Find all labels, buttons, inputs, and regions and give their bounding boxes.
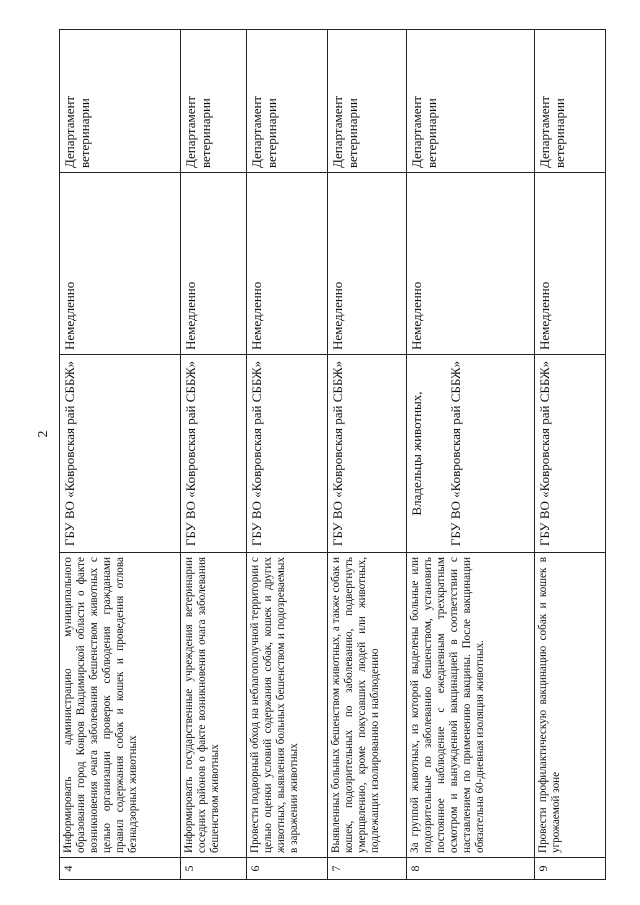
term-cell: Немедленно	[247, 173, 328, 355]
term-cell: Немедленно	[328, 173, 407, 355]
row-number: 6	[247, 858, 328, 880]
responsible-cell: Департамент ветеринарии	[328, 30, 407, 173]
responsible-cell: Департамент ветеринарии	[60, 30, 181, 173]
measures-table	[59, 29, 606, 880]
rotated-table-container	[59, 30, 605, 880]
table-row	[328, 30, 407, 880]
term-cell: Немедленно	[535, 173, 606, 355]
executor-cell: ГБУ ВО «Ковровская рай СББЖ»	[535, 355, 606, 553]
term-cell: Немедленно	[60, 173, 181, 355]
action-cell: Информировать администрацию муниципального образования город Ковров Владимирской области о факте возникновения очага заболевания бешенством животных с целью организации проверок соблюдения гражданами правил содержания собак и кошек и проведения отлова безнадзорных животных	[60, 553, 181, 858]
executor-cell	[407, 355, 535, 553]
responsible-cell: Департамент ветеринарии	[407, 30, 535, 173]
executor-cell: ГБУ ВО «Ковровская рай СББЖ»	[247, 355, 328, 553]
executor-cell: ГБУ ВО «Ковровская рай СББЖ»	[60, 355, 181, 553]
executor-cell: ГБУ ВО «Ковровская рай СББЖ»	[181, 355, 247, 553]
page-number: 2	[36, 430, 51, 438]
action-cell: Провести профилактическую вакцинацию собак и кошек в угрожаемой зоне	[535, 553, 606, 858]
responsible-cell: Департамент ветеринарии	[181, 30, 247, 173]
action-cell: За группой животных, из которой выделены больные или подозрительные по заболеванию бешенством, установить постоянное наблюдение с ежедневным трехкратным осмотром и вынужденной вакцинацией в соответствии с наставлением по применению вакцины. После вакцинации обязательна 60-дневная изоляция животных.	[407, 553, 535, 858]
table-row	[181, 30, 247, 880]
row-number: 5	[181, 858, 247, 880]
term-cell: Немедленно	[181, 173, 247, 355]
table-row	[247, 30, 328, 880]
table-row	[407, 30, 535, 880]
row-number: 7	[328, 858, 407, 880]
responsible-cell: Департамент ветеринарии	[247, 30, 328, 173]
scan-orientation	[59, 30, 605, 880]
executor-org: ГБУ ВО «Ковровская рай СББЖ»	[448, 360, 464, 547]
responsible-cell: Департамент ветеринарии	[535, 30, 606, 173]
row-number: 8	[407, 858, 535, 880]
action-cell: Выявленных больных бешенством животных, а также собак и кошек, подозрительных по заболеванию, подвергнуть умерщвлению, кроме покусавших людей или животных, подлежащих изолированию и наблюдению	[328, 553, 407, 858]
executor-cell: ГБУ ВО «Ковровская рай СББЖ»	[328, 355, 407, 553]
table-row	[60, 30, 181, 880]
row-number: 9	[535, 858, 606, 880]
action-cell: Информировать государственные учреждения ветеринарии соседних районов о факте возникновения очага заболевания бешенством животных	[181, 553, 247, 858]
action-cell: Провести подворный обход на неблагополучной территории с целью оценки условий содержания собак, кошек и других животных, выявления больных бешенством и подозреваемых в заражении животных	[247, 553, 328, 858]
table-row	[535, 30, 606, 880]
term-cell: Немедленно	[407, 173, 535, 355]
row-number: 4	[60, 858, 181, 880]
executor-owner: Владельцы животных,	[409, 391, 424, 516]
